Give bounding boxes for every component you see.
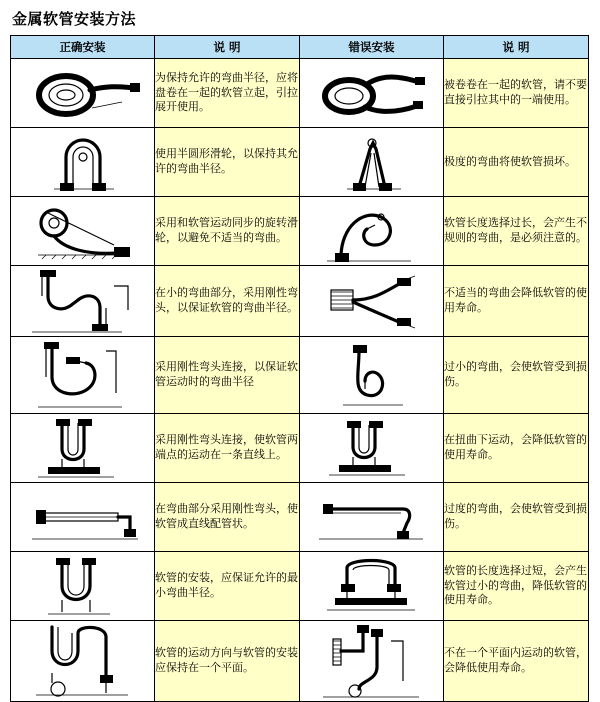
- page-title: 金属软管安装方法: [12, 10, 137, 28]
- row-description: 在弯曲部分采用刚性弯头，使软管成直线配管状。: [155, 483, 300, 552]
- row-description: 软管的安装，应保证允许的最小弯曲半径。: [155, 552, 300, 621]
- out-of-plane-motion-drawing: [300, 621, 444, 702]
- straight-pipe-with-elbow-drawing: [11, 483, 155, 552]
- excessive-bend-drawing: [300, 483, 444, 552]
- row-description: 被卷卷在一起的软管，请不要直接引拉其中的一端使用。: [444, 59, 589, 128]
- coiled-hose-pulled-drawing: [300, 59, 444, 128]
- row-description: 软管长度选择过长，会产生不规则的弯曲，是必须注意的。: [444, 197, 589, 266]
- semicircular-sheave-drawing: [11, 128, 155, 197]
- improper-bend-drawing: [300, 266, 444, 337]
- row-description: 采用和软管运动同步的旋转滑轮，以避免不适当的弯曲。: [155, 197, 300, 266]
- rigid-elbow-connection-drawing: [11, 337, 155, 414]
- installation-methods-table: [10, 35, 589, 702]
- row-description: 在小的弯曲部分，采用刚性弯头，以保证软管的弯曲半径。: [155, 266, 300, 337]
- table-row: [11, 621, 589, 702]
- table-header: [11, 36, 589, 59]
- coiled-hose-standing-drawing: [11, 59, 155, 128]
- table-row: [11, 483, 589, 552]
- sharp-bend-pulley-drawing: [300, 128, 444, 197]
- row-description: 采用刚性弯头连接，以保证软管运动时的弯曲半径: [155, 337, 300, 414]
- torsional-motion-drawing: [300, 414, 444, 483]
- table-row: [11, 266, 589, 337]
- row-description: 极度的弯曲将使软管损坏。: [444, 128, 589, 197]
- table-row: [11, 59, 589, 128]
- table-row: [11, 337, 589, 414]
- row-description: 不在一个平面内运动的软管，会降低使用寿命。: [444, 621, 589, 702]
- table-row: [11, 552, 589, 621]
- table-row: [11, 414, 589, 483]
- table-body: [11, 59, 589, 702]
- too-small-bend-drawing: [300, 337, 444, 414]
- row-description: 采用刚性弯头连接，使软管两端点的运动在一条直线上。: [155, 414, 300, 483]
- row-description: 软管的长度选择过短，会产生软管过小的弯曲，降低软管的使用寿命。: [444, 552, 589, 621]
- header-correct-desc: 说 明: [155, 36, 300, 59]
- row-description: 为保持允许的弯曲半径，应将盘卷在一起的软管立起，引拉展开使用。: [155, 59, 300, 128]
- header-row: [11, 36, 589, 59]
- row-description: 在扭曲下运动，会降低软管的使用寿命。: [444, 414, 589, 483]
- row-description: 软管的运动方向与软管的安装应保持在一个平面。: [155, 621, 300, 702]
- rigid-bend-small-radius-drawing: [11, 266, 155, 337]
- rigid-elbow-straight-motion-drawing: [11, 414, 155, 483]
- header-correct-install: 正确安装: [11, 36, 155, 59]
- row-description: 过小的弯曲，会使软管受到损伤。: [444, 337, 589, 414]
- row-description: 使用半圆形滑轮，以保持其允许的弯曲半径。: [155, 128, 300, 197]
- row-description: 过度的弯曲，会使软管受到损伤。: [444, 483, 589, 552]
- table-row: [11, 197, 589, 266]
- row-description: 不适当的弯曲会降低软管的使用寿命。: [444, 266, 589, 337]
- header-wrong-desc: 说 明: [444, 36, 589, 59]
- table-row: [11, 128, 589, 197]
- header-wrong-install: 错误安装: [300, 36, 444, 59]
- overlong-hose-irregular-bend-drawing: [300, 197, 444, 266]
- minimum-bend-radius-install-drawing: [11, 552, 155, 621]
- same-plane-motion-drawing: [11, 621, 155, 702]
- synchronized-rotating-sheave-drawing: [11, 197, 155, 266]
- overlong-length-small-bend-drawing: [300, 552, 444, 621]
